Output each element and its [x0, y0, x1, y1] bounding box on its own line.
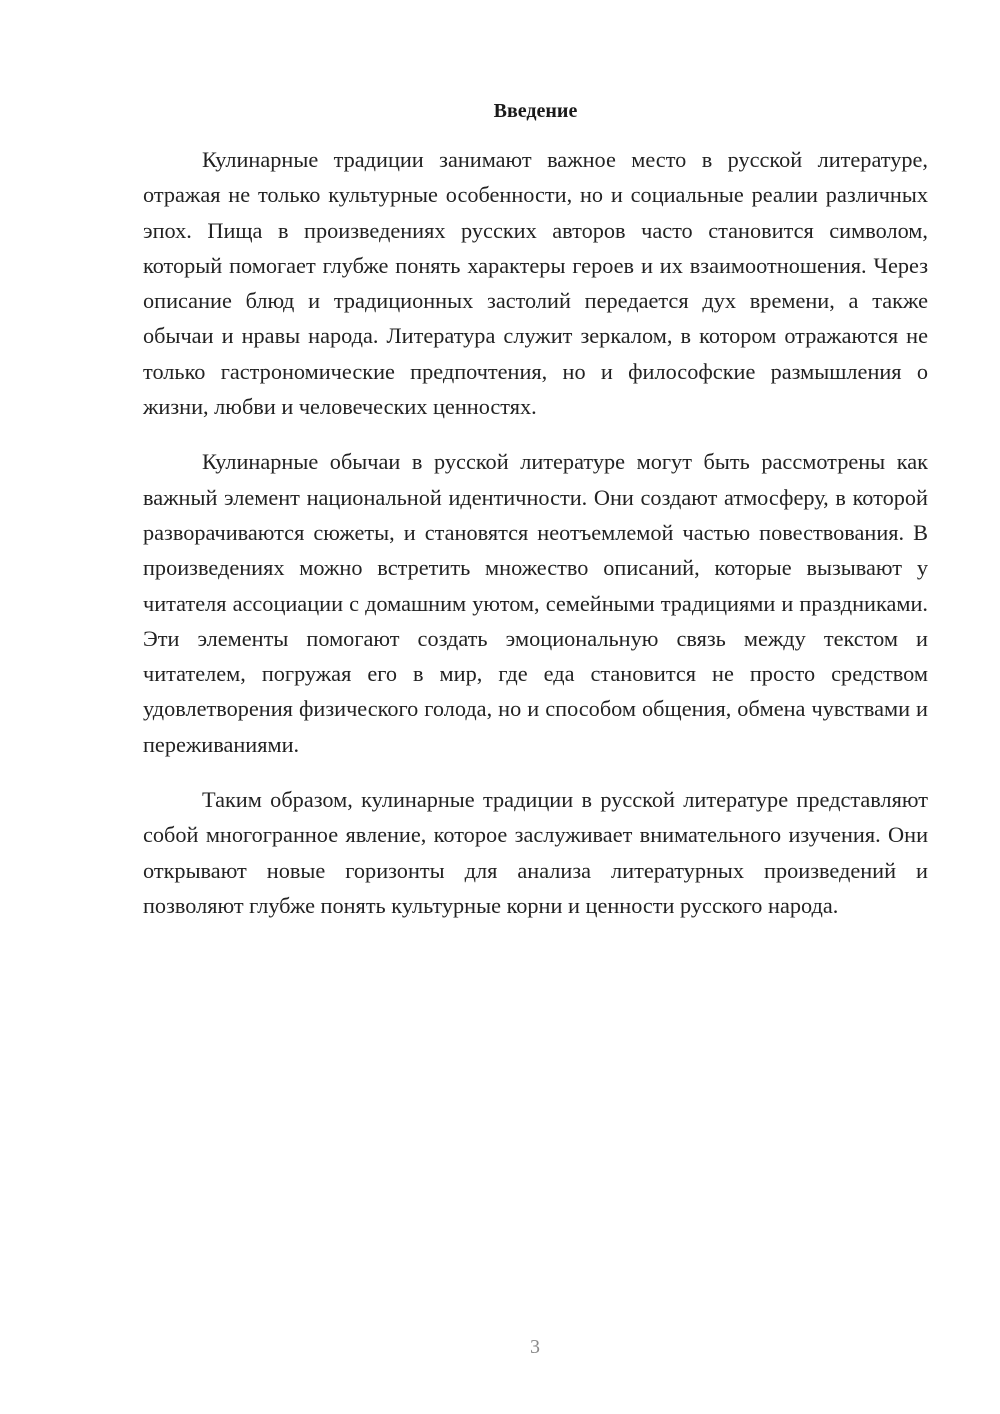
page-number: 3 [530, 1336, 540, 1358]
section-title: Введение [493, 100, 578, 122]
paragraph-1: Кулинарные традиции занимают важное место в русской литературе, отражая не только культурные особенности, но и социальные реалии различных эпох. Пища в произведениях русских авторов часто становится символом, который помогает глубже понять характеры героев и их взаимоотношения. Через описание блюд и традиционных застолий передается дух времени, а также обычаи и нравы народа. Литература служит зеркалом, в котором отражаются не только гастрономические предпочтения, но и философские размышления о жизни, любви и человеческих ценностях. [143, 147, 928, 420]
document-body [143, 142, 928, 943]
paragraph-2: Кулинарные обычаи в русской литературе могут быть рассмотрены как важный элемент национальной идентичности. Они создают атмосферу, в которой разворачиваются сюжеты, и становятся неотъемлемой частью повествования. В произведениях можно встретить множество описаний, которые вызывают у читателя ассоциации с домашним уютом, семейными традициями и праздниками. Эти элементы помогают создать эмоциональную связь между текстом и читателем, погружая его в мир, где еда становится не просто средством удовлетворения физического голода, но и способом общения, обмена чувствами и переживаниями. [143, 449, 928, 757]
paragraph-3: Таким образом, кулинарные традиции в русской литературе представляют собой многогранное явление, которое заслуживает внимательного изучения. Они открывают новые горизонты для анализа литературных произведений и позволяют глубже понять культурные корни и ценности русского народа. [143, 787, 928, 918]
